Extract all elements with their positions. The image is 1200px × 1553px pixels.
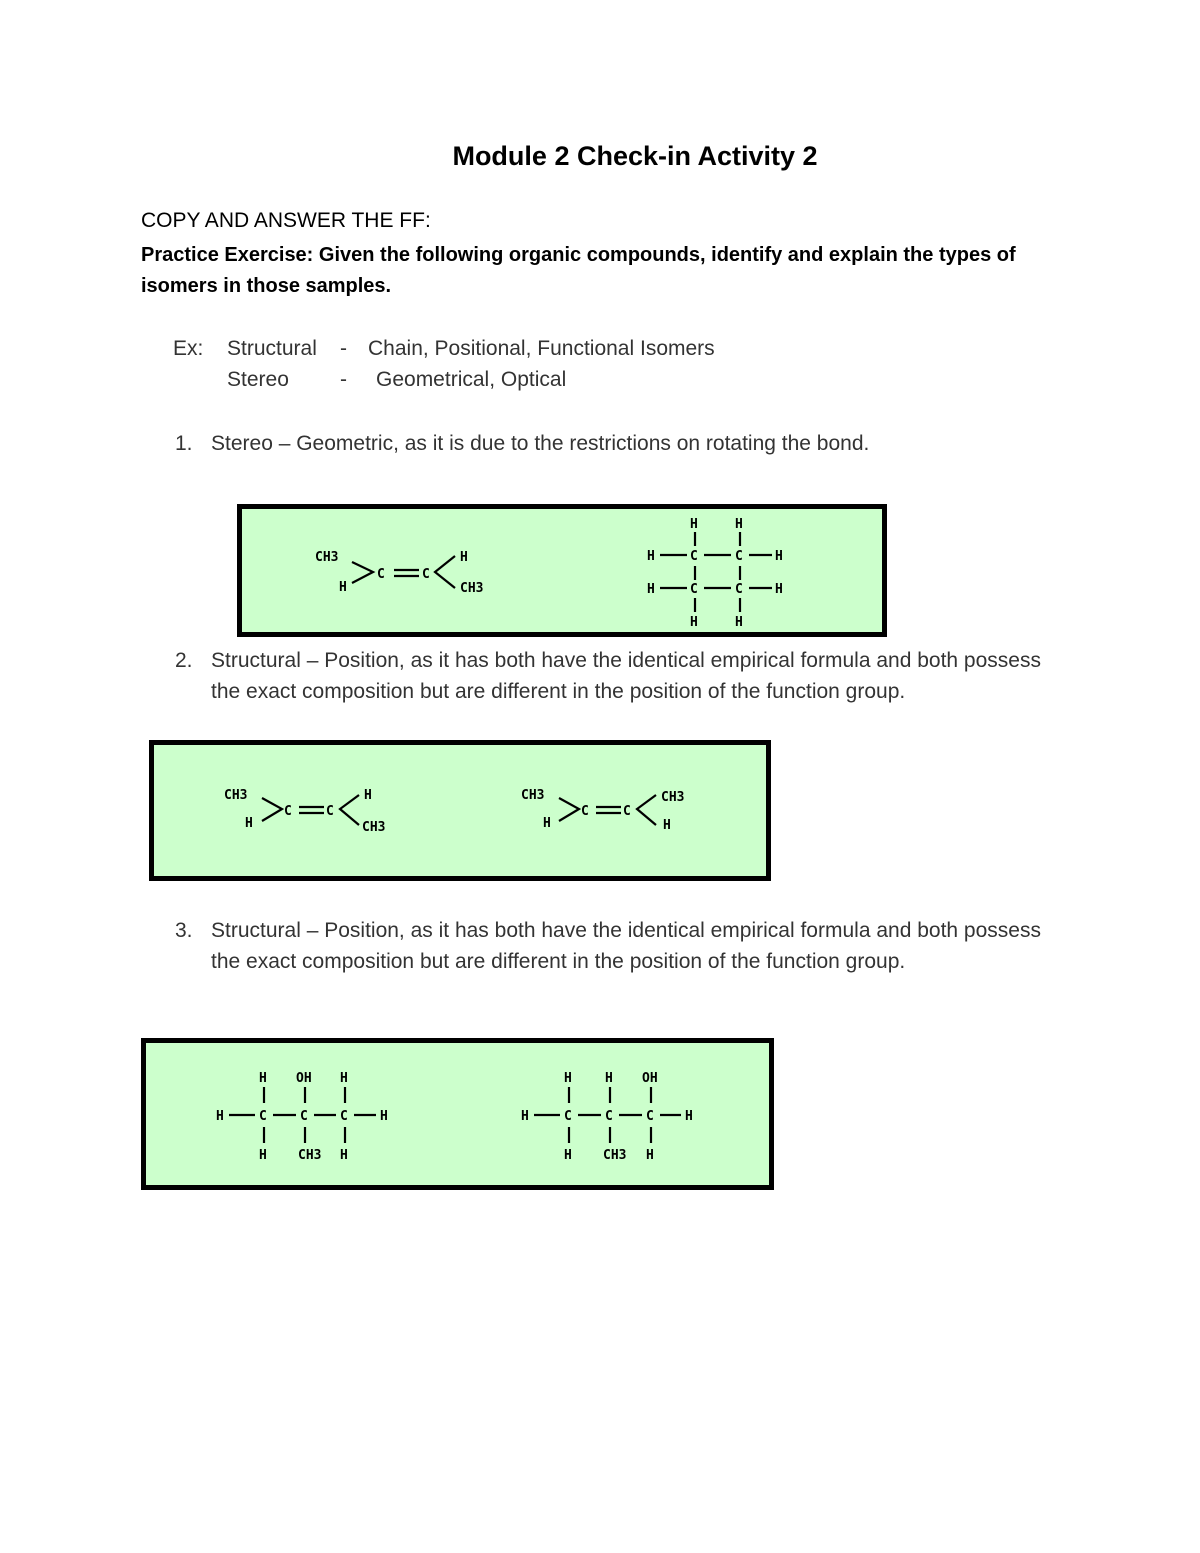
example-type-structural: Structural	[227, 337, 317, 360]
atom-label: H	[735, 517, 743, 532]
atom-label: H	[259, 1148, 267, 1163]
atom-label: H	[685, 1109, 693, 1124]
atom-label: OH	[642, 1071, 658, 1086]
item-answer: Structural – Position, as it has both have the identical empirical formula and both possess the exact composition but are different in the position of the function group.	[211, 919, 1041, 973]
atom-label: H	[690, 517, 698, 532]
example-kinds-stereo: Geometrical, Optical	[376, 368, 567, 391]
example-label: Ex:	[173, 337, 204, 360]
example-dash: -	[340, 337, 347, 360]
atom-label: C	[259, 1109, 267, 1124]
atom-label: H	[460, 550, 468, 565]
atom-label: C	[581, 804, 589, 819]
atom-label: H	[339, 580, 347, 595]
atom-label: C	[340, 1109, 348, 1124]
atom-label: H	[647, 582, 655, 597]
item-answer: Stereo – Geometric, as it is due to the restrictions on rotating the bond.	[211, 432, 870, 455]
atom-label: C	[690, 549, 698, 564]
figure-box-1	[237, 504, 887, 637]
atom-label: H	[380, 1109, 388, 1124]
isomer-pair-2	[154, 745, 766, 876]
atom-label: C	[605, 1109, 613, 1124]
isomer-pair-1	[242, 509, 882, 632]
figure-box-2	[149, 740, 771, 881]
example-kinds-structural: Chain, Positional, Functional Isomers	[368, 337, 715, 360]
atom-label: H	[245, 816, 253, 831]
item-number: 2.	[175, 649, 193, 672]
atom-label: CH3	[661, 790, 685, 805]
atom-label: CH3	[298, 1148, 322, 1163]
item-answer: Structural – Position, as it has both have the identical empirical formula and both possess the exact composition but are different in the position of the function group.	[211, 649, 1041, 703]
atom-label: H	[663, 818, 671, 833]
atom-label: CH3	[315, 550, 339, 565]
practice-exercise-prompt: Practice Exercise: Given the following organic compounds, identify and explain the types of isomers in those samples.	[141, 244, 1016, 297]
example-dash: -	[340, 368, 347, 391]
atom-label: CH3	[521, 788, 545, 803]
atom-label: CH3	[362, 820, 386, 835]
atom-label: H	[543, 816, 551, 831]
atom-label: H	[340, 1071, 348, 1086]
atom-label: H	[646, 1148, 654, 1163]
atom-label: C	[284, 804, 292, 819]
page-title: Module 2 Check-in Activity 2	[452, 141, 818, 171]
atom-label: C	[300, 1109, 308, 1124]
atom-label: C	[735, 582, 743, 597]
atom-label: C	[690, 582, 698, 597]
atom-label: H	[340, 1148, 348, 1163]
atom-label: H	[364, 788, 372, 803]
atom-label: CH3	[460, 581, 484, 596]
atom-label: H	[564, 1148, 572, 1163]
atom-label: OH	[296, 1071, 312, 1086]
atom-label: H	[521, 1109, 529, 1124]
atom-label: C	[377, 567, 385, 582]
figure-box-3	[141, 1038, 774, 1190]
isomer-pair-3	[146, 1043, 769, 1185]
atom-label: C	[646, 1109, 654, 1124]
atom-label: C	[422, 567, 430, 582]
atom-label: C	[326, 804, 334, 819]
example-type-stereo: Stereo	[227, 368, 289, 391]
atom-label: H	[775, 582, 783, 597]
atom-label: H	[216, 1109, 224, 1124]
item-number: 3.	[175, 919, 193, 942]
atom-label: H	[690, 615, 698, 630]
atom-label: CH3	[224, 788, 248, 803]
atom-label: CH3	[603, 1148, 627, 1163]
atom-label: H	[259, 1071, 267, 1086]
atom-label: C	[735, 549, 743, 564]
atom-label: H	[564, 1071, 572, 1086]
atom-label: C	[623, 804, 631, 819]
atom-label: C	[564, 1109, 572, 1124]
atom-label: H	[605, 1071, 613, 1086]
atom-label: H	[775, 549, 783, 564]
atom-label: H	[647, 549, 655, 564]
item-number: 1.	[175, 432, 193, 455]
atom-label: H	[735, 615, 743, 630]
instruction-heading: COPY AND ANSWER THE FF:	[141, 209, 431, 232]
